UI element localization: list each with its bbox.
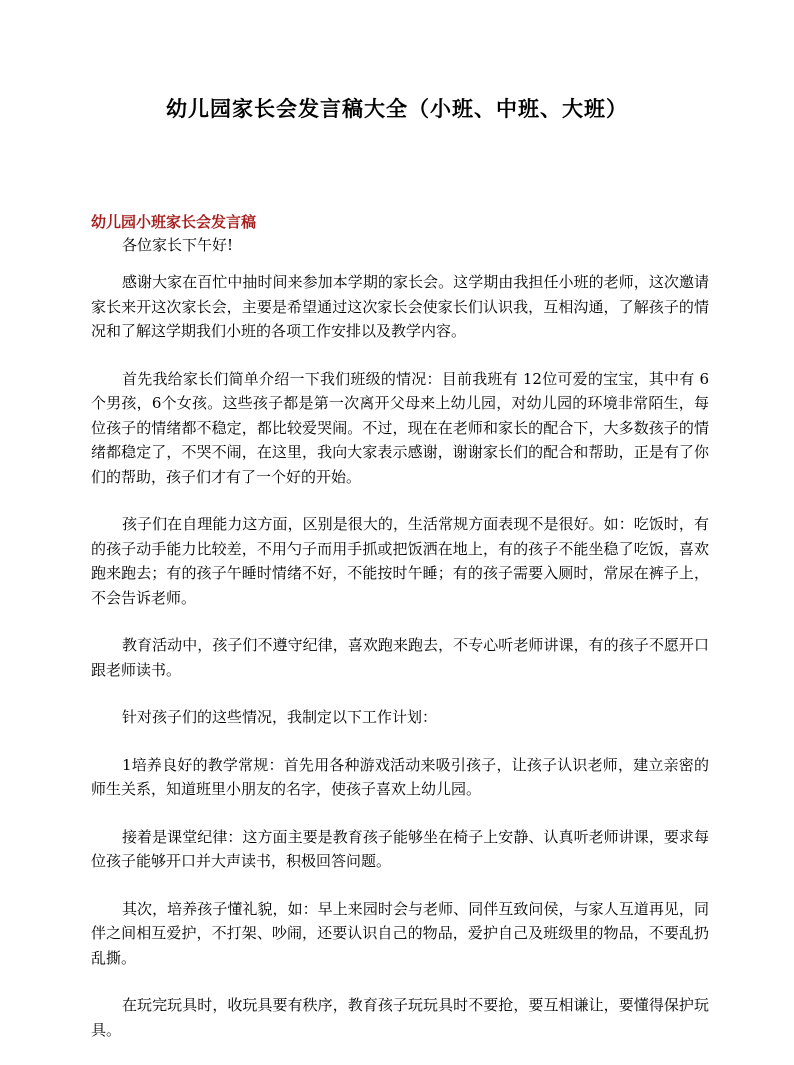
document-title: 幼儿园家长会发言稿大全（小班、中班、大班） [166,96,628,121]
paragraph-8: 其次，培养孩子懂礼貌，如：早上来园时会与老师、同伴互致问侯，与家人互道再见，同伴之间相互爱护，不打架、吵闹，还要认识自己的物品，爱护自己及班级里的物品，不要乱扔乱撕。 [91,899,709,967]
section-heading: 幼儿园小班家长会发言稿 [91,213,257,231]
greeting-line: 各位家长下午好! [122,236,234,254]
paragraph-3: 孩子们在自理能力这方面，区别是很大的，生活常规方面表现不是很好。如：吃饭时，有的孩子动手能力比较差，不用勺子而用手抓或把饭洒在地上，有的孩子不能坐稳了吃饭，喜欢跑来跑去；有的孩子午睡时情绪不好，不能按时午睡；有的孩子需要入厕时，常尿在裤子上，不会告诉老师。 [91,515,709,607]
paragraph-5: 针对孩子们的这些情况，我制定以下工作计划： [122,708,438,726]
paragraph-2: 首先我给家长们简单介绍一下我们班级的情况：目前我班有 12位可爱的宝宝，其中有 6个男孩，6个女孩。这些孩子都是第一次离开父母来上幼儿园，对幼儿园的环境非常陌生，每位孩子的情绪都不稳定，都比较爱哭闹。不过，现在在老师和家长的配合下，大多数孩子的情绪都稳定了，不哭不闹，在这里，我向大家表示感谢，谢谢家长们的配合和帮助，正是有了你们的帮助，孩子们才有了一个好的开始。 [91,369,709,486]
paragraph-9: 在玩完玩具时，收玩具要有秩序，教育孩子玩玩具时不要抢，要互相谦让，要懂得保护玩具。 [91,996,709,1039]
paragraph-1: 感谢大家在百忙中抽时间来参加本学期的家长会。这学期由我担任小班的老师，这次邀请家长来开这次家长会，主要是希望通过这次家长会使家长们认识我，互相沟通，了解孩子的情况和了解这学期我们小班的各项工作安排以及教学内容。 [91,273,709,340]
paragraph-6: 1培养良好的教学常规：首先用各种游戏活动来吸引孩子，让孩子认识老师，建立亲密的师生关系，知道班里小朋友的名字，使孩子喜欢上幼儿园。 [91,755,709,798]
paragraph-4: 教育活动中，孩子们不遵守纪律，喜欢跑来跑去，不专心听老师讲课，有的孩子不愿开口跟老师读书。 [91,636,709,679]
paragraph-7: 接着是课堂纪律：这方面主要是教育孩子能够坐在椅子上安静、认真听老师讲课，要求每位孩子能够开口并大声读书，积极回答问题。 [91,827,709,870]
body-text [91,270,709,1065]
